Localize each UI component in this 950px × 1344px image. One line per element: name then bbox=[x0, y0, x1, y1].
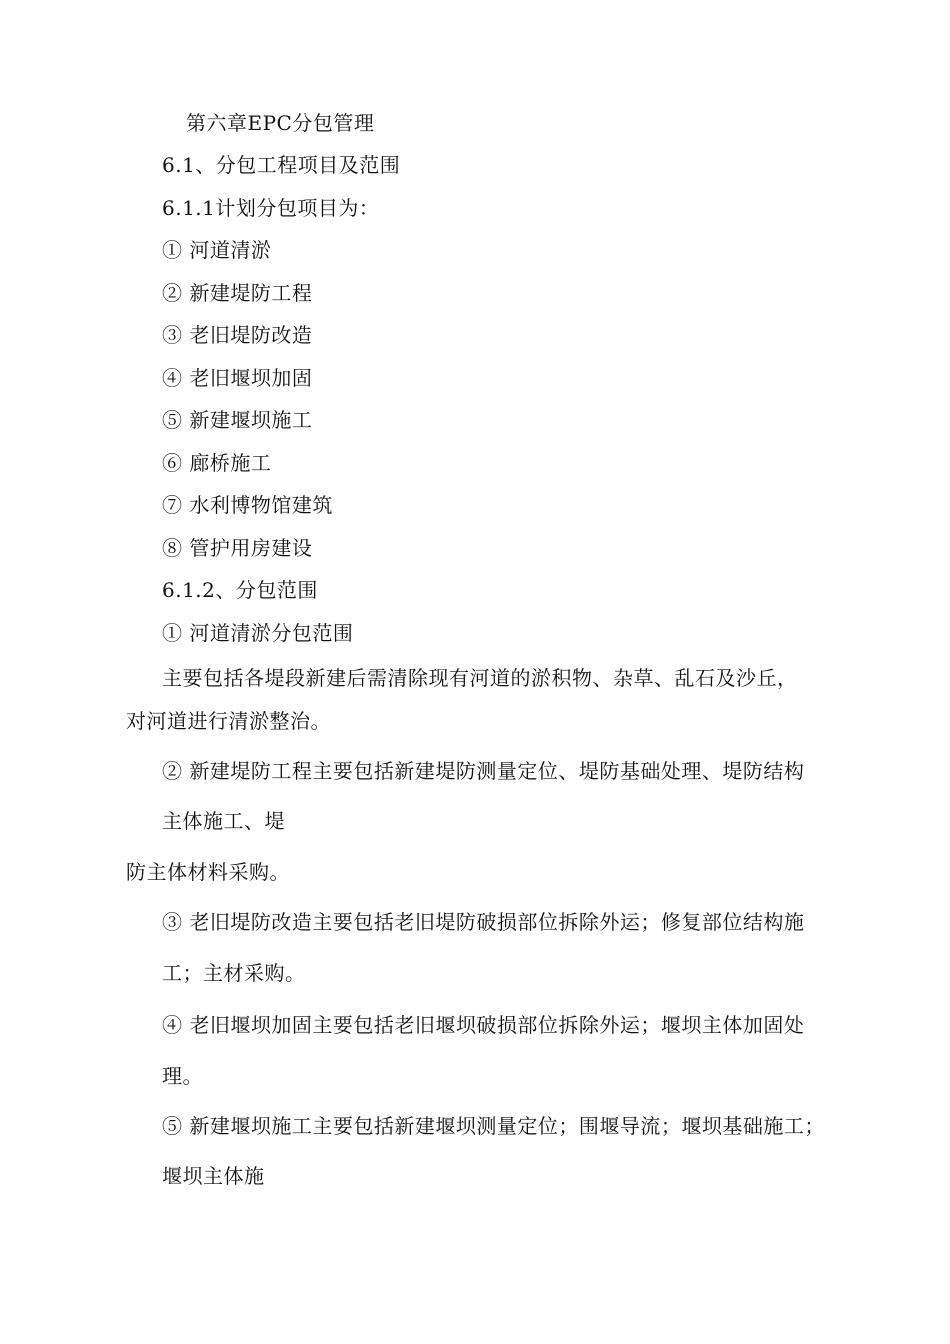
scope-5-line-1: ⑤ 新建堰坝施工主要包括新建堰坝测量定位；围堰导流；堰坝基础施工； bbox=[162, 1114, 825, 1138]
scope-1-title: ① 河道清淤分包范围 bbox=[162, 621, 354, 645]
scope-2-line-3: 防主体材料采购。 bbox=[126, 860, 290, 884]
planned-item-6: ⑥ 廊桥施工 bbox=[162, 451, 272, 475]
section-heading-6-1-2: 6.1.2、分包范围 bbox=[162, 578, 318, 602]
scope-4-line-2: 理。 bbox=[162, 1064, 203, 1088]
scope-2-line-1: ② 新建堤防工程主要包括新建堤防测量定位、堤防基础处理、堤防结构 bbox=[162, 759, 805, 783]
planned-item-5: ⑤ 新建堰坝施工 bbox=[162, 408, 313, 432]
scope-3-line-1: ③ 老旧堤防改造主要包括老旧堤防破损部位拆除外运；修复部位结构施 bbox=[162, 910, 805, 934]
scope-1-body-line-2: 对河道进行清淤整治。 bbox=[126, 709, 331, 733]
section-heading-6-1-1: 6.1.1计划分包项目为： bbox=[162, 196, 380, 220]
scope-1-body-line-1: 主要包括各堤段新建后需清除现有河道的淤积物、杂草、乱石及沙丘， bbox=[162, 666, 798, 690]
planned-item-8: ⑧ 管护用房建设 bbox=[162, 536, 313, 560]
scope-2-line-2: 主体施工、堤 bbox=[162, 809, 285, 833]
planned-item-3: ③ 老旧堤防改造 bbox=[162, 323, 313, 347]
planned-item-2: ② 新建堤防工程 bbox=[162, 281, 313, 305]
chapter-title: 第六章EPC分包管理 bbox=[186, 111, 375, 135]
planned-item-1: ① 河道清淤 bbox=[162, 238, 272, 262]
scope-5-line-2: 堰坝主体施 bbox=[162, 1164, 265, 1188]
scope-4-line-1: ④ 老旧堰坝加固主要包括老旧堰坝破损部位拆除外运；堰坝主体加固处 bbox=[162, 1013, 805, 1037]
section-heading-6-1: 6.1、分包工程项目及范围 bbox=[162, 153, 401, 177]
planned-item-4: ④ 老旧堰坝加固 bbox=[162, 366, 313, 390]
scope-3-line-2: 工；主材采购。 bbox=[162, 961, 306, 985]
planned-item-7: ⑦ 水利博物馆建筑 bbox=[162, 493, 333, 517]
